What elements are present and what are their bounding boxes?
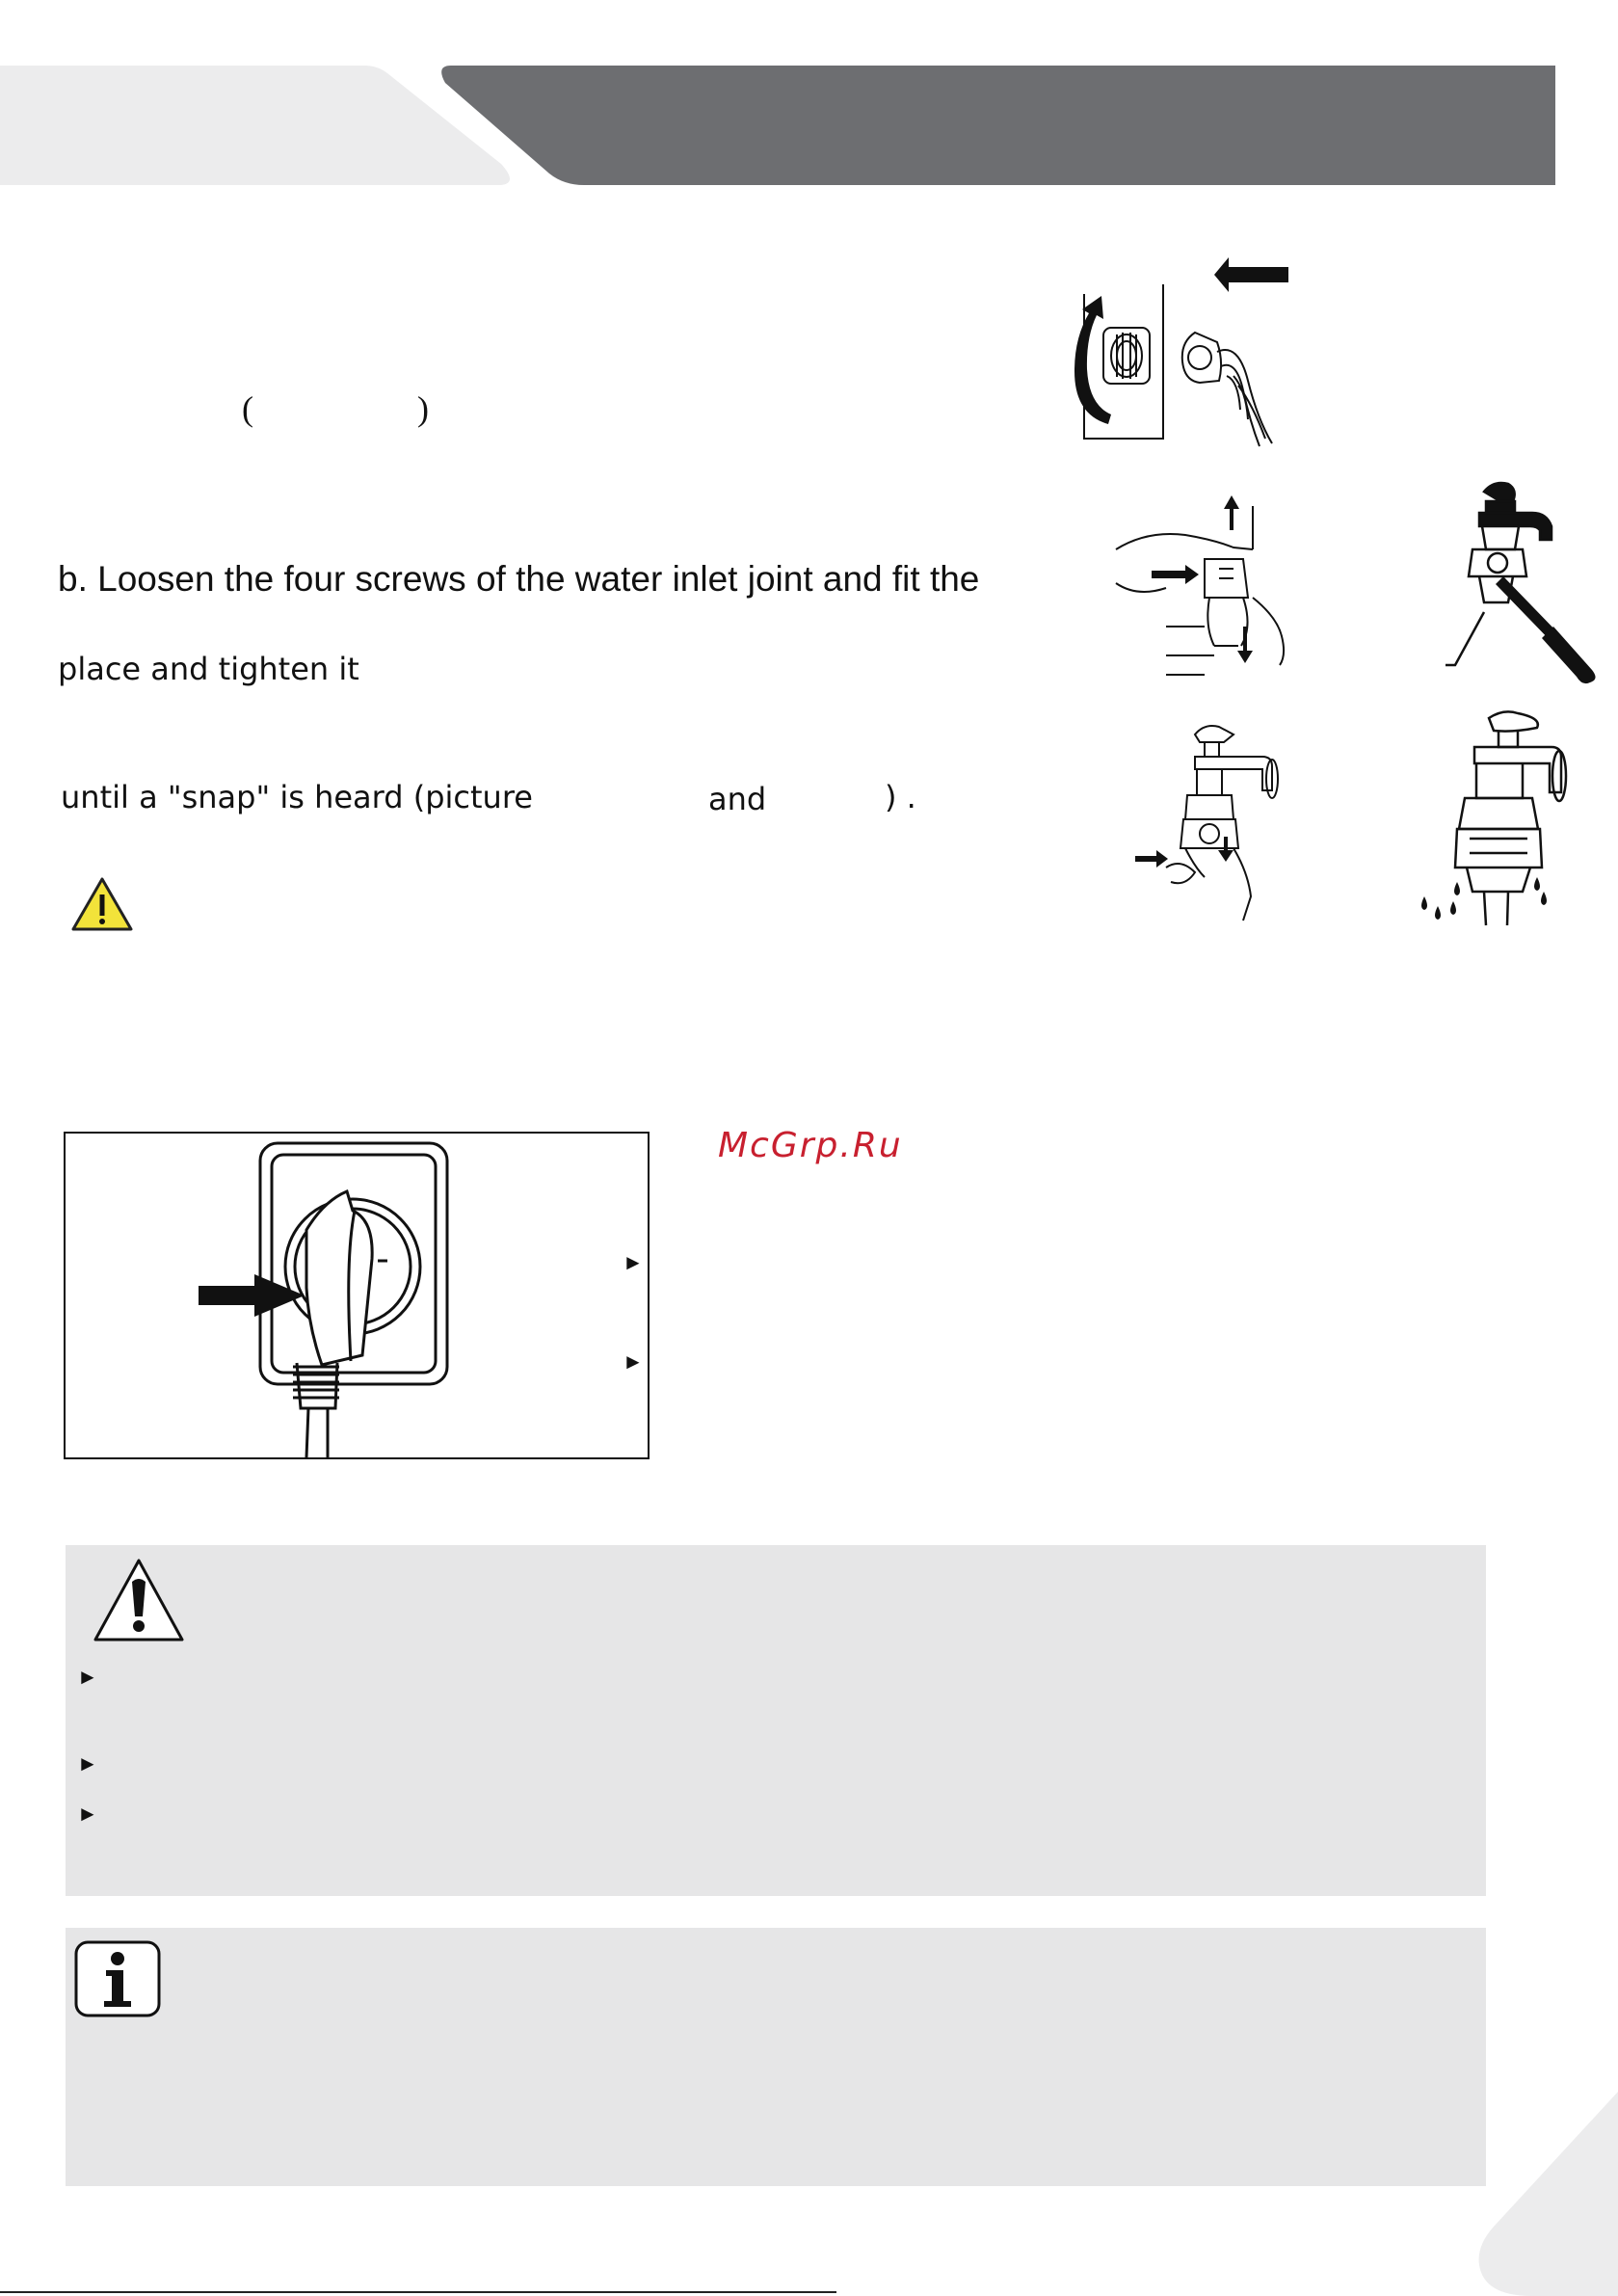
caution-triangle-icon	[69, 875, 135, 933]
watermark-text: McGrp.Ru	[718, 1126, 903, 1165]
warning-bullet-2: ►	[77, 1751, 98, 1775]
power-bullet-2: ►	[623, 1349, 644, 1374]
step-b-line3: until a "snap" is heard (picture	[61, 779, 533, 815]
page-header	[0, 0, 1618, 202]
up-arrow-icon	[1224, 495, 1239, 530]
left-arrow-icon	[1214, 257, 1288, 292]
step-b-line2: place and tighten it	[58, 651, 359, 687]
down-arrow-icon	[1237, 627, 1253, 663]
right-arrow-icon	[1135, 850, 1168, 868]
step-b-line1: b. Loosen the four screws of the water inlet joint and fit the	[58, 559, 980, 599]
plug-in-arrow-icon	[199, 1274, 305, 1317]
info-box	[66, 1928, 1486, 2186]
warning-triangle-icon	[91, 1555, 187, 1647]
power-plug-figure	[66, 1134, 648, 1457]
step-a-paren-open: (	[242, 389, 253, 428]
warning-bullet-1: ►	[77, 1665, 98, 1689]
rotate-arrow-icon	[1074, 296, 1111, 424]
header-right-band	[441, 66, 1555, 185]
step-a-paren-close: )	[417, 389, 429, 428]
right-arrow-icon	[1152, 565, 1199, 584]
tap-leak-figure	[1397, 704, 1580, 935]
page-corner-decoration	[1465, 2092, 1618, 2296]
warning-box	[66, 1545, 1486, 1896]
power-bullet-1: ►	[623, 1250, 644, 1274]
step-b-closing: ) .	[885, 779, 916, 815]
warning-bullet-3: ►	[77, 1802, 98, 1826]
info-icon	[73, 1939, 162, 2018]
tap-adapter-hand-figure	[1127, 713, 1282, 935]
step-b-and: and	[708, 781, 767, 817]
footer-rule	[0, 2291, 836, 2293]
header-left-tab	[0, 66, 510, 185]
hose-connector-figure	[1055, 246, 1325, 448]
tap-screwdriver-figure	[1426, 472, 1609, 694]
inlet-joint-hand-figure	[1108, 492, 1301, 689]
